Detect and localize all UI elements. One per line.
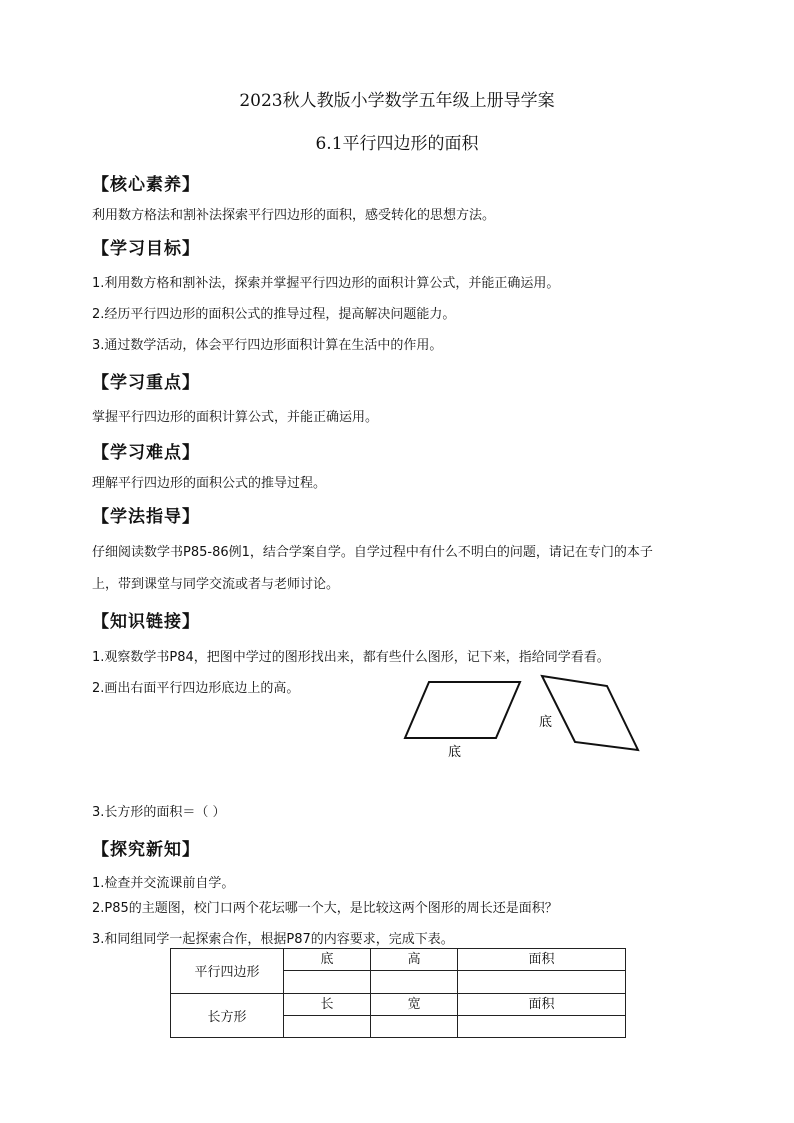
- method-line-1: 仔细阅读数学书P85-86例1，结合学案自学。自学过程中有什么不明白的问题，请记在专门的本子: [92, 545, 653, 560]
- col-header-area: 面积: [458, 994, 625, 1016]
- answer-cell[interactable]: [458, 1016, 625, 1037]
- table-row: [171, 993, 626, 1038]
- col-header-area: 面积: [458, 949, 625, 971]
- row-label-parallelogram: 平行四边形: [171, 949, 284, 994]
- link-line-1: 1.观察数学书P84，把图中学过的图形找出来，都有些什么图形，记下来，指给同学看看。: [92, 650, 610, 665]
- col-header-width: 宽: [371, 994, 457, 1016]
- heading-knowledge-link: 【知识链接】: [92, 612, 200, 632]
- heading-key-points: 【学习重点】: [92, 373, 200, 393]
- link-line-3: 3.长方形的面积＝（ ）: [92, 805, 226, 820]
- explore-line-1: 1.检查并交流课前自学。: [92, 876, 235, 891]
- comparison-table: [170, 948, 626, 1038]
- goal-line-1: 1.利用数方格和割补法，探索并掌握平行四边形的面积计算公式，并能正确运用。: [92, 276, 560, 291]
- heading-difficulty: 【学习难点】: [92, 443, 200, 463]
- table-cell[interactable]: [284, 949, 371, 994]
- answer-cell[interactable]: [458, 971, 625, 992]
- col-header-base: 底: [284, 949, 370, 971]
- table-cell[interactable]: [458, 993, 626, 1038]
- col-header-length: 长: [284, 994, 370, 1016]
- explore-line-2: 2.P85的主题图，校门口两个花坛哪一个大，是比较这两个图形的周长还是面积？: [92, 901, 558, 916]
- col-header-height: 高: [371, 949, 457, 971]
- table-row: [171, 949, 626, 994]
- heading-explore: 【探究新知】: [92, 840, 200, 860]
- parallelogram-right: [542, 676, 638, 750]
- core-line-1: 利用数方格法和割补法探索平行四边形的面积，感受转化的思想方法。: [92, 208, 496, 223]
- parallelogram-figures: [392, 668, 652, 768]
- base-label-right: 底: [539, 715, 553, 730]
- table-cell[interactable]: [371, 949, 458, 994]
- key-line-1: 掌握平行四边形的面积计算公式，并能正确运用。: [92, 410, 379, 425]
- explore-line-3: 3.和同组同学一起探索合作，根据P87的内容要求，完成下表。: [92, 932, 454, 947]
- table-cell[interactable]: [458, 949, 626, 994]
- table-cell[interactable]: [371, 993, 458, 1038]
- goal-line-2: 2.经历平行四边形的面积公式的推导过程，提高解决问题能力。: [92, 307, 456, 322]
- link-line-2: 2.画出右面平行四边形底边上的高。: [92, 681, 300, 696]
- heading-learning-goals: 【学习目标】: [92, 239, 200, 259]
- parallelogram-left: [405, 682, 520, 738]
- goal-line-3: 3.通过数学活动，体会平行四边形面积计算在生活中的作用。: [92, 338, 443, 353]
- document-title: 2023秋人教版小学数学五年级上册导学案: [239, 91, 555, 111]
- answer-cell[interactable]: [284, 971, 370, 992]
- heading-study-method: 【学法指导】: [92, 507, 200, 527]
- row-label-rectangle: 长方形: [171, 993, 284, 1038]
- heading-core-literacy: 【核心素养】: [92, 175, 200, 195]
- base-label-left: 底: [448, 745, 462, 760]
- lesson-title: 6.1平行四边形的面积: [315, 134, 479, 154]
- answer-cell[interactable]: [284, 1016, 370, 1037]
- answer-cell[interactable]: [371, 1016, 457, 1037]
- difficulty-line-1: 理解平行四边形的面积公式的推导过程。: [92, 476, 327, 491]
- table-cell[interactable]: [284, 993, 371, 1038]
- method-line-2: 上，带到课堂与同学交流或者与老师讨论。: [92, 577, 340, 592]
- answer-cell[interactable]: [371, 971, 457, 992]
